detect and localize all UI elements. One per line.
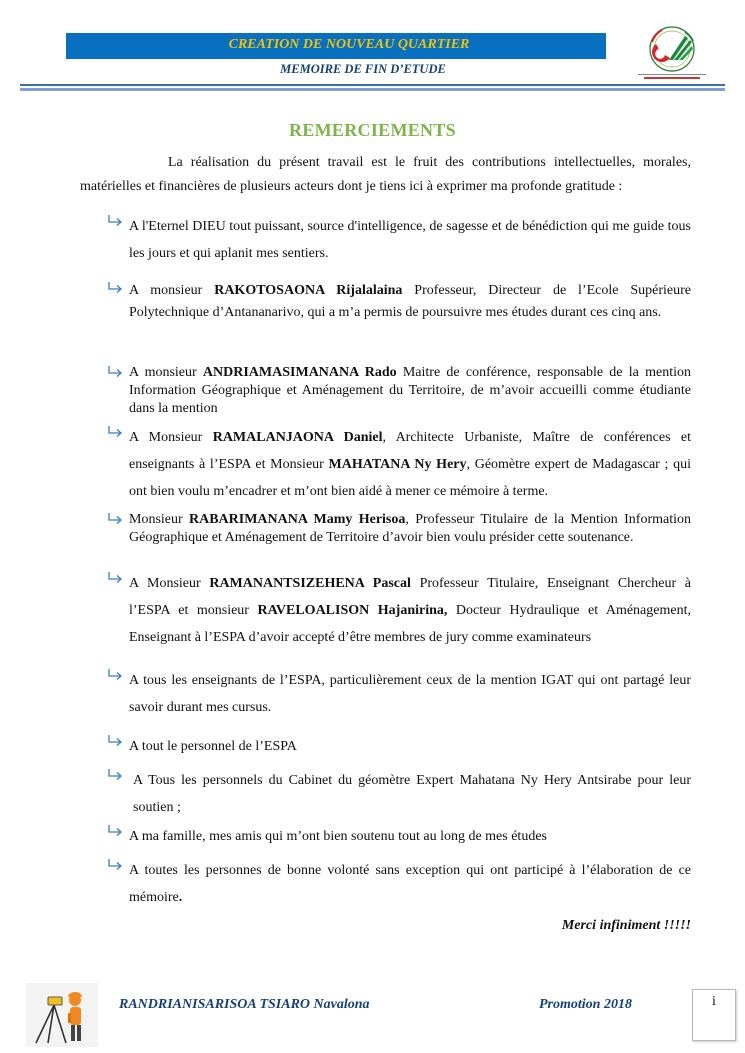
acknowledgement-item [107,767,691,821]
arrow-bullet-icon [107,571,124,586]
acknowledgement-item [107,213,691,267]
acknowledgement-item [107,857,691,911]
acknowledgement-item [107,364,691,418]
item-text: A monsieur ANDRIAMASIMANANA Rado Maitre de conférence, responsable de la mention Information Géographique et Aménagement du Territoire, de m’avoir accueilli comme étudiante dans la mention [129,365,691,416]
acknowledgement-item [107,823,691,850]
person-name: RAMALANJAONA Daniel [212,430,383,445]
header-divider [20,84,725,86]
header-divider-shadow [20,88,725,91]
arrow-bullet-icon [107,214,124,229]
item-text: A toutes les personnes de bonne volonté sans exception qui ont participé à l’élaboration de ce mémoire. [129,863,691,905]
arrow-bullet-icon [107,668,124,683]
item-text: A Tous les personnels du Cabinet du géomètre Expert Mahatana Ny Hery Antsirabe pour leur soutien ; [133,773,691,815]
item-text: A Monsieur RAMALANJAONA Daniel, Architecte Urbaniste, Maître de conférences et enseignants à l’ESPA et Monsieur MAHATANA Ny Hery, Géomètre expert de Madagascar ; qui ont bien voulu m’encadrer et m’ont bien aidé à mener ce mémoire à terme. [129,430,692,499]
page-title: REMERCIEMENTS [289,120,456,140]
arrow-bullet-icon [107,281,124,296]
item-text: A tout le personnel de l’ESPA [129,739,297,754]
acknowledgement-item [107,733,691,760]
person-name: RAVELOALISON Hajanirina, [257,603,448,618]
promotion-label: Promotion 2018 [539,997,632,1012]
item-text: A l'Eternel DIEU tout puissant, source d'intelligence, de sagesse et de bénédiction qui me guide tous les jours et qui aplanit mes sentiers. [129,219,691,261]
header-subtitle: MEMOIRE DE FIN D’ETUDE [280,62,446,76]
item-text: Monsieur RABARIMANANA Mamy Herisoa, Professeur Titulaire de la Mention Information Géographique et Aménagement de Territoire d’avoir bien voulu présider cette soutenance. [129,512,691,545]
surveyor-figure-icon [26,983,98,1047]
acknowledgement-item [107,667,691,721]
person-name: RAMANANTSIZEHENA Pascal [209,576,411,591]
item-text: A ma famille, mes amis qui m’ont bien soutenu tout au long de mes études [129,829,547,844]
header-title: CREATION DE NOUVEAU QUARTIER [228,37,470,52]
acknowledgement-item [107,280,691,324]
person-name: RABARIMANANA Mamy Herisoa [188,512,406,527]
arrow-bullet-icon [107,824,124,839]
person-name: RAKOTOSAONA Rijalalaina [214,283,403,298]
espa-logo-icon [630,22,714,84]
arrow-bullet-icon [107,858,124,873]
arrow-bullet-icon [107,512,124,527]
intro-paragraph: La réalisation du présent travail est le fruit des contributions intellectuelles, morales, matérielles et financières de plusieurs acteurs dont je tiens ici à exprimer ma profonde gratitude : [80,155,691,194]
arrow-bullet-icon [107,365,124,380]
person-name: ANDRIAMASIMANANA Rado [202,365,397,380]
acknowledgement-item [107,570,691,651]
acknowledgement-item [107,511,691,547]
arrow-bullet-icon [107,425,124,440]
item-text: A monsieur RAKOTOSAONA Rijalalaina Professeur, Directeur de l’Ecole Supérieure Polytechnique d’Antananarivo, qui a m’a permis de poursuivre mes études durant ces cinq ans. [129,283,691,320]
item-text: A tous les enseignants de l’ESPA, particulièrement ceux de la mention IGAT qui ont partagé leur savoir durant mes cursus. [129,673,691,715]
arrow-bullet-icon [107,768,124,783]
closing-thanks: Merci infiniment !!!!! [561,918,691,933]
author-name: RANDRIANISARISOA TSIARO Navalona [119,997,370,1012]
person-name: MAHATANA Ny Hery [328,457,467,472]
acknowledgement-item [107,424,691,505]
page-number: i [692,989,736,1041]
item-text: A Monsieur RAMANANTSIZEHENA Pascal Professeur Titulaire, Enseignant Chercheur à l’ESPA et monsieur RAVELOALISON Hajanirina, Docteur Hydraulique et Aménagement, Enseignant à l’ESPA d’avoir accepté d’être membres de jury comme examinateurs [129,576,692,645]
arrow-bullet-icon [107,734,124,749]
